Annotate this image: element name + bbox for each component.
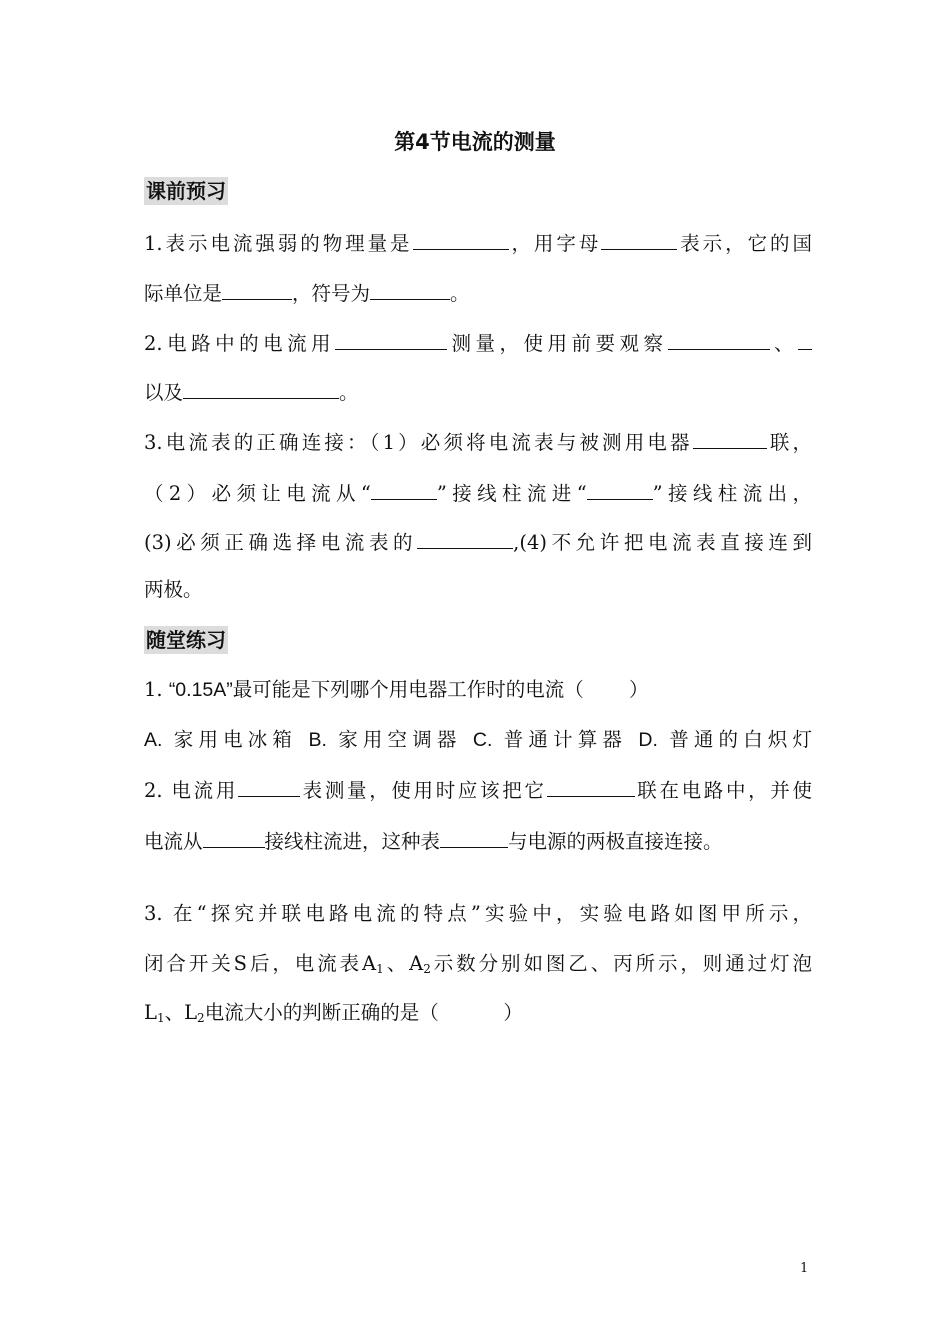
preview-q2-line1: 2.电路中的电流用 测量，使用前要观察 、 — [144, 327, 812, 359]
answer-blank[interactable] — [413, 227, 509, 250]
preview-q3-line3: (3)必须正确选择电流表的 ,(4)不允许把电流表直接连到 — [144, 526, 812, 558]
answer-blank[interactable] — [335, 327, 447, 350]
practice-q1-options — [144, 725, 812, 755]
preview-q3-line2: （2）必须让电流从“ ”接线柱流进“ ”接线柱流出， — [144, 477, 812, 509]
section-heading-preview: 课前预习 — [146, 179, 226, 203]
preview-q3-line1: 3.电流表的正确连接：（1）必须将电流表与被测用电器 联， — [144, 426, 812, 458]
preview-q1-line2: 际单位是 ，符号为 。 — [144, 277, 812, 309]
practice-q2-line2: 电流从 接线柱流进，这种表 与电源的两极直接连接。 — [144, 825, 812, 857]
answer-blank[interactable] — [547, 774, 635, 797]
answer-blank[interactable] — [693, 426, 767, 449]
option-a[interactable]: A. 家用电冰箱 — [144, 728, 298, 751]
practice-q3-line2: 闭合开关S后，电流表$A_1$、$A_2$示数分别如图乙、丙所示，则通过灯泡 — [144, 952, 812, 976]
option-b[interactable]: B. 家用空调器 — [308, 728, 462, 751]
practice-q2-line1: 2. 电流用 表测量，使用时应该把它 联在电路中，并使 — [144, 774, 812, 806]
answer-blank[interactable] — [183, 376, 339, 399]
answer-blank[interactable] — [417, 526, 513, 549]
answer-blank[interactable] — [238, 774, 300, 797]
practice-q3-line1: 3. 在“探究并联电路电流的特点”实验中，实验电路如图甲所示， — [144, 902, 812, 925]
answer-blank[interactable] — [601, 227, 677, 250]
answer-blank[interactable] — [587, 477, 653, 500]
answer-blank[interactable] — [440, 825, 508, 848]
practice-q1-stem: 1. “0.15A”最可能是下列哪个用电器工作时的电流（ ） — [144, 678, 649, 701]
practice-q3-line3: $L_1$、$L_2$电流大小的判断正确的是（ ） — [144, 1001, 523, 1025]
page-number: 1 — [800, 1261, 809, 1276]
option-c[interactable]: C. 普通计算器 — [472, 728, 628, 751]
answer-blank[interactable] — [798, 327, 812, 350]
section-heading-practice: 随堂练习 — [146, 628, 226, 652]
preview-q3-line4: 两极。 — [144, 578, 203, 601]
answer-blank[interactable] — [371, 477, 437, 500]
page-title: 第4节电流的测量 — [394, 130, 556, 154]
answer-blank[interactable] — [668, 327, 770, 350]
answer-blank[interactable] — [370, 277, 450, 300]
option-d[interactable]: D. 普通的白炽灯 — [638, 728, 813, 751]
preview-q2-line2: 以及 。 — [144, 376, 812, 408]
preview-q1-line1: 1.表示电流强弱的物理量是 ，用字母 表示，它的国 — [144, 227, 812, 259]
answer-blank[interactable] — [222, 277, 292, 300]
answer-blank[interactable] — [203, 825, 265, 848]
